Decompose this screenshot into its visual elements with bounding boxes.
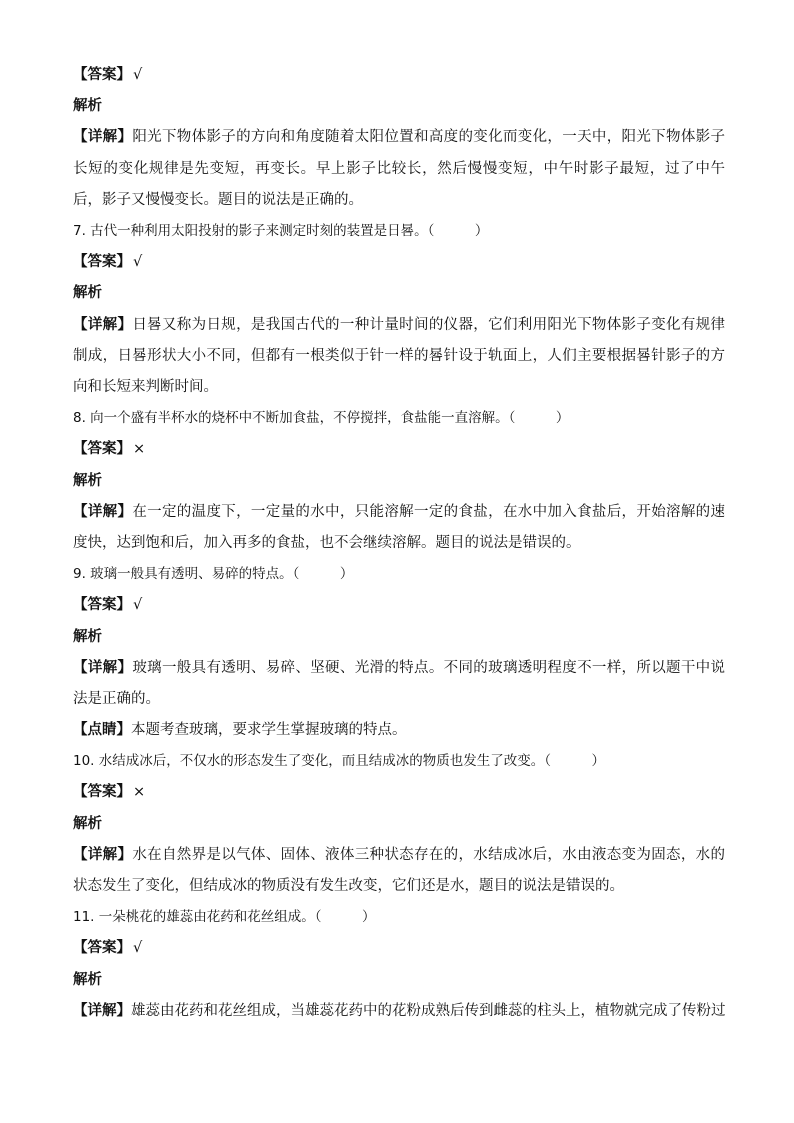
- answer-tag: 【答案】: [73, 597, 131, 614]
- detail-tag: 【详解】: [73, 659, 133, 676]
- answer-tag: 【答案】: [73, 441, 131, 458]
- answer-value: √: [133, 597, 143, 614]
- answer-value: ×: [133, 441, 146, 458]
- analysis-heading: [73, 622, 725, 653]
- question-8: 8. 向一个盛有半杯水的烧杯中不断加食盐，不停搅拌，食盐能一直溶解。（ ）: [73, 410, 570, 427]
- detail-paragraph: [73, 840, 725, 902]
- detail-paragraph: [73, 996, 725, 1027]
- answer-value: √: [133, 254, 143, 271]
- analysis-heading: [73, 466, 725, 497]
- answer-tag: 【答案】: [73, 940, 131, 957]
- analysis-label: 解析: [73, 285, 102, 302]
- detail-paragraph: [73, 310, 725, 404]
- answer-line: [73, 434, 725, 465]
- analysis-label: 解析: [73, 815, 102, 832]
- answer-value: √: [133, 67, 143, 83]
- detail-tag: 【详解】: [73, 503, 133, 520]
- key-point-paragraph: [73, 715, 725, 746]
- answer-tag: 【答案】: [73, 784, 131, 801]
- question-11: 11. 一朵桃花的雄蕊由花药和花丝组成。（ ）: [73, 909, 376, 926]
- question-9: 9. 玻璃一般具有透明、易碎的特点。（ ）: [73, 566, 354, 583]
- analysis-heading: [73, 91, 725, 122]
- analysis-label: 解析: [73, 98, 102, 115]
- question-7: 7. 古代一种利用太阳投射的影子来测定时刻的装置是日晷。（ ）: [73, 222, 489, 239]
- analysis-label: 解析: [73, 472, 102, 489]
- analysis-heading: [73, 965, 725, 996]
- detail-text: 阳光下物体影子的方向和角度随着太阳位置和高度的变化而变化，一天中，阳光下物体影子长短的变化规律是先变短，再变长。早上影子比较长，然后慢慢变短，中午时影子最短，过了中午后，影子又慢慢变长。题目的说法是正确的。: [73, 129, 726, 208]
- question-10: 10. 水结成冰后，不仅水的形态发生了变化，而且结成冰的物质也发生了改变。（ ）: [73, 753, 606, 770]
- answer-tag: 【答案】: [73, 254, 131, 271]
- analysis-label: 解析: [73, 628, 102, 645]
- answer-tag: 【答案】: [73, 67, 131, 83]
- answer-line: [73, 60, 725, 91]
- detail-tag: 【详解】: [73, 846, 133, 863]
- answer-value: √: [133, 940, 143, 957]
- detail-text: 雄蕊由花药和花丝组成，当雄蕊花药中的花粉成熟后传到雌蕊的柱头上，植物就完成了传粉过: [131, 1002, 726, 1019]
- key-point-tag: 【点睛】: [73, 722, 131, 739]
- analysis-heading: [73, 809, 725, 840]
- detail-tag: 【详解】: [73, 129, 133, 146]
- key-point-text: 本题考查玻璃，要求学生掌握玻璃的特点。: [131, 722, 407, 739]
- answer-line: [73, 777, 725, 808]
- analysis-heading: [73, 278, 725, 309]
- detail-text: 水在自然界是以气体、固体、液体三种状态存在的，水结成冰后，水由液态变为固态，水的状态发生了变化，但结成冰的物质没有发生改变，它们还是水，题目的说法是错误的。: [73, 846, 726, 895]
- document-page: [73, 60, 725, 1027]
- answer-value: ×: [133, 784, 146, 801]
- answer-line: [73, 590, 725, 621]
- answer-line: [73, 247, 725, 278]
- detail-paragraph: [73, 653, 725, 715]
- detail-paragraph: [73, 497, 725, 559]
- detail-tag: 【详解】: [73, 1002, 131, 1019]
- detail-text: 在一定的温度下，一定量的水中，只能溶解一定的食盐，在水中加入食盐后，开始溶解的速度快，达到饱和后，加入再多的食盐，也不会继续溶解。题目的说法是错误的。: [73, 503, 726, 551]
- answer-line: [73, 933, 725, 964]
- detail-text: 玻璃一般具有透明、易碎、坚硬、光滑的特点。不同的玻璃透明程度不一样，所以题干中说法是正确的。: [73, 659, 726, 707]
- analysis-label: 解析: [73, 971, 102, 988]
- detail-tag: 【详解】: [73, 316, 133, 333]
- detail-paragraph: [73, 122, 725, 216]
- detail-text: 日晷又称为日规，是我国古代的一种计量时间的仪器，它们利用阳光下物体影子变化有规律制成，日晷形状大小不同，但都有一根类似于针一样的晷针设于轨面上，人们主要根据晷针影子的方向和长短来判断时间。: [73, 316, 726, 395]
